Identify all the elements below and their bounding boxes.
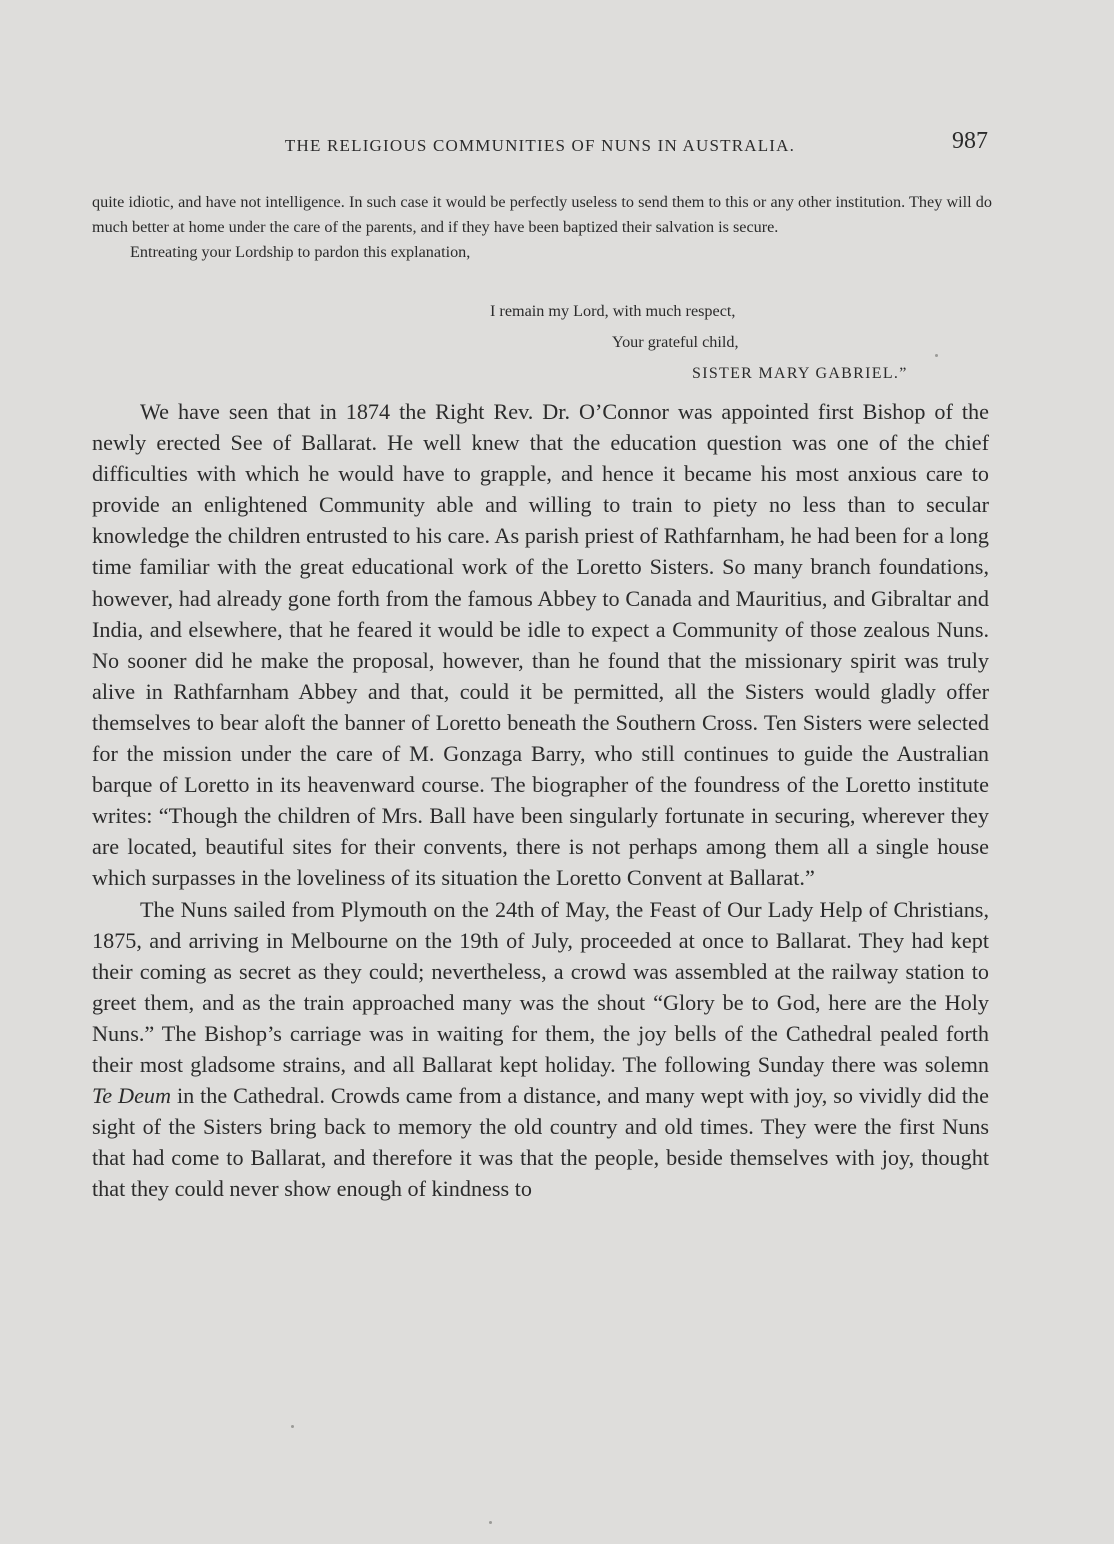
body-paragraph	[92, 894, 989, 1205]
letter-closing-line: I remain my Lord, with much respect,	[490, 302, 736, 320]
letter-entreating-line: Entreating your Lordship to pardon this explanation,	[130, 243, 471, 261]
paper-speck	[291, 1425, 294, 1428]
letter-closing-line: Your grateful child,	[612, 333, 739, 351]
italic-latin-phrase: Te Deum	[92, 1083, 172, 1109]
letter-paragraph: quite idiotic, and have not intelligence. In such case it would be perfectly useless to send them to this or any other institution. They will do much better at home under the care of the parents, and if they have been baptized their salvation is secure.	[92, 193, 992, 236]
main-text	[92, 396, 989, 1204]
letter-excerpt	[92, 190, 992, 265]
paper-speck	[489, 1521, 492, 1524]
running-head: THE RELIGIOUS COMMUNITIES OF NUNS IN AUSTRALIA.	[284, 136, 796, 155]
page-number: 987	[952, 128, 988, 154]
body-text-span: The Nuns sailed from Plymouth on the 24th of May, the Feast of Our Lady Help of Christians, 1875, and arriving in Melbourne on the 19th of July, proceeded at once to Ballarat. They had kept their coming as secret as they could; nevertheless, a crowd was assembled at the railway station to greet them, and as the train approached many was the shout “Glory be to God, here are the Holy Nuns.” The Bishop’s carriage was in waiting for them, the joy bells of the Cathedral pealed forth their most gladsome strains, and all Ballarat kept holiday. The following Sunday there was solemn	[92, 896, 989, 1077]
body-text-span: in the Cathedral. Crowds came from a distance, and many wept with joy, so vividly did the sight of the Sisters bring back to memory the old country and old times. They were the first Nuns that had come to Ballarat, and therefore it was that the people, beside themselves with joy, thought that they could never show enough of kindness to	[92, 1083, 989, 1202]
body-paragraph: We have seen that in 1874 the Right Rev. Dr. O’Connor was appointed first Bishop of the newly erected See of Ballarat. He well knew that the education question was one of the chief difficulties with which he would have to grapple, and hence it became his most anxious care to provide an enlightened Community able and willing to train to piety no less than to secular knowledge the children entrusted to his care. As parish priest of Rathfarnham, he had been for a long time familiar with the great educational work of the Loretto Sisters. So many branch foundations, however, had already gone forth from the famous Abbey to Canada and Mauritius, and Gibraltar and India, and elsewhere, that he feared it would be idle to expect a Community of those zealous Nuns. No sooner did he make the proposal, however, than he found that the missionary spirit was truly alive in Rathfarnham Abbey and that, could it be permitted, all the Sisters would gladly offer themselves to bear aloft the banner of Loretto beneath the Southern Cross. Ten Sisters were selected for the mission under the care of M. Gonzaga Barry, who still continues to guide the Australian barque of Loretto in its heavenward course. The biographer of the foundress of the Loretto institute writes: “Though the children of Mrs. Ball have been singularly fortunate in securing, wherever they are located, beautiful sites for their convents, there is not perhaps among them all a single house which surpasses in the loveliness of its situation the Loretto Convent at Ballarat.”	[92, 399, 989, 891]
paper-speck	[935, 354, 938, 357]
letter-signature: SISTER MARY GABRIEL.”	[692, 365, 908, 382]
